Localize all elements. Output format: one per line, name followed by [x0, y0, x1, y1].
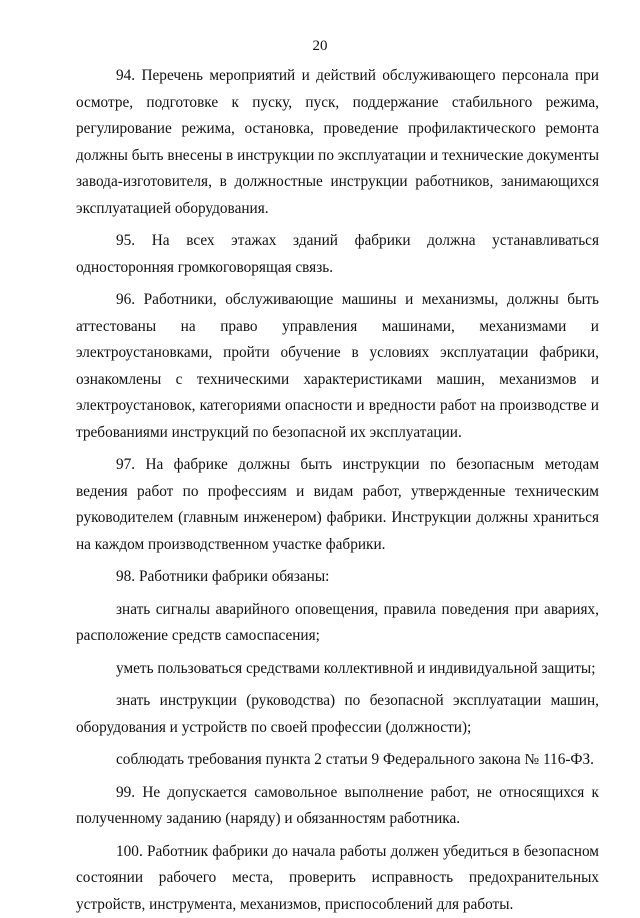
paragraph-98-item-2: уметь пользоваться средствами коллективной и индивидуальной защиты;	[76, 656, 599, 683]
paragraph-97: 97. На фабрике должны быть инструкции по безопасным методам ведения работ по профессиям и видам работ, утвержденные техническим руководителем (главным инженером) фабрики. Инструкции должны храниться на каждом производственном участке фабрики.	[76, 452, 599, 558]
paragraph-94: 94. Перечень мероприятий и действий обслуживающего персонала при осмотре, подготовке к пуску, пуск, поддержание стабильного режима, регулирование режима, остановка, проведение профилактического ремонта должны быть внесены в инструкции по эксплуатации и технические документы завода-изготовителя, в должностные инструкции работников, занимающихся эксплуатацией оборудования.	[76, 63, 599, 222]
paragraph-98-item-3: знать инструкции (руководства) по безопасной эксплуатации машин, оборудования и устройств по своей профессии (должности);	[76, 688, 599, 741]
paragraph-99: 99. Не допускается самовольное выполнение работ, не относящихся к полученному заданию (наряду) и обязанностям работника.	[76, 780, 599, 833]
paragraph-98: 98. Работники фабрики обязаны:	[76, 564, 599, 591]
page-number: 20	[0, 37, 640, 55]
paragraph-100: 100. Работник фабрики до начала работы должен убедиться в безопасном состоянии рабочего места, проверить исправность предохранительных устройств, инструмента, механизмов, приспособлений для работы.	[76, 839, 599, 918]
document-body	[76, 63, 599, 918]
paragraph-98-item-4: соблюдать требования пункта 2 статьи 9 Федерального закона № 116-ФЗ.	[76, 747, 599, 774]
paragraph-98-item-1: знать сигналы аварийного оповещения, правила поведения при авариях, расположение средств самоспасения;	[76, 597, 599, 650]
paragraph-95: 95. На всех этажах зданий фабрики должна устанавливаться односторонняя громкоговорящая связь.	[76, 228, 599, 281]
paragraph-96: 96. Работники, обслуживающие машины и механизмы, должны быть аттестованы на право управления машинами, механизмами и электроустановками, пройти обучение в условиях эксплуатации фабрики, ознакомлены с техническими характеристиками машин, механизмов и электроустановок, категориями опасности и вредности работ на производстве и требованиями инструкций по безопасной их эксплуатации.	[76, 287, 599, 446]
